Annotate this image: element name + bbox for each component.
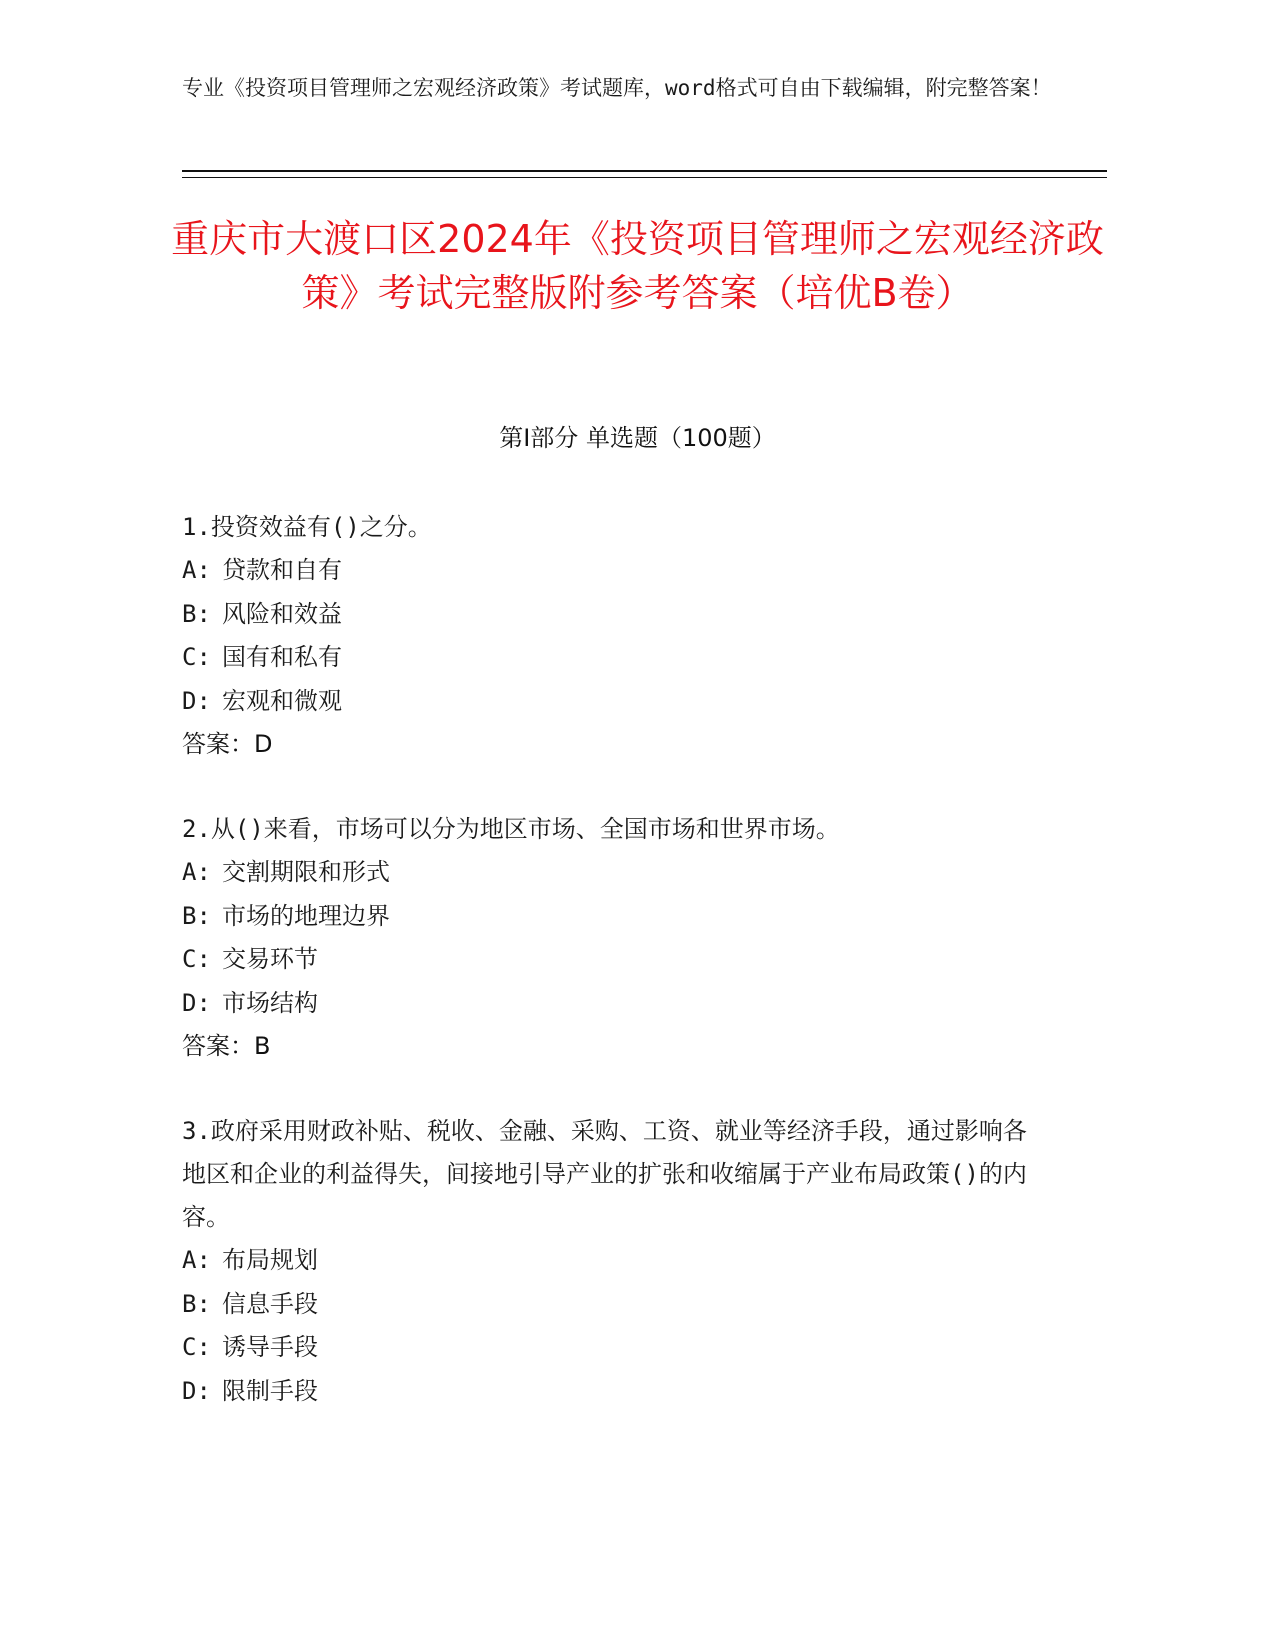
option-c [182,636,1042,680]
header-divider-thick [182,170,1107,172]
option-c [182,1326,1042,1370]
option-letter: C: [182,945,211,973]
question-stem: 1.投资效益有()之分。 [182,513,432,541]
option-d [182,680,1042,724]
header-note: 专业《投资项目管理师之宏观经济政策》考试题库，word格式可自由下载编辑，附完整答案！ [182,76,1052,100]
option-text: 国有和私有 [222,643,342,671]
option-letter: B: [182,901,211,930]
question-1 [182,506,1042,766]
option-d [182,982,1042,1026]
question-stem: 2.从()来看，市场可以分为地区市场、全国市场和世界市场。 [182,815,840,843]
option-c [182,938,1042,982]
option-b [182,1283,1042,1327]
option-text: 风险和效益 [222,599,342,628]
option-text: 市场结构 [222,988,318,1017]
option-letter: A: [182,1246,211,1274]
question-list [182,506,1042,1455]
option-b [182,593,1042,637]
option-letter: D: [182,988,211,1017]
option-text: 宏观和微观 [222,686,342,715]
option-a [182,1239,1042,1283]
question-3 [182,1110,1042,1413]
document-title: 重庆市大渡口区2024年《投资项目管理师之宏观经济政策》考试完整版附参考答案（培优B卷） [171,217,1104,315]
option-text: 布局规划 [222,1246,318,1274]
option-text: 信息手段 [222,1289,318,1318]
option-letter: D: [182,686,211,715]
option-letter: B: [182,1289,211,1318]
option-text: 限制手段 [222,1376,318,1405]
option-letter: A: [182,858,211,886]
answer-line: 答案：B [182,1032,271,1060]
option-text: 市场的地理边界 [222,901,390,930]
question-2 [182,808,1042,1068]
option-letter: C: [182,643,211,671]
section-title: 第Ⅰ部分 单选题（100题） [499,424,776,452]
option-letter: B: [182,599,211,628]
option-text: 贷款和自有 [222,556,342,584]
question-stem: 3.政府采用财政补贴、税收、金融、采购、工资、就业等经济手段，通过影响各地区和企业的利益得失，间接地引导产业的扩张和收缩属于产业布局政策()的内容。 [182,1117,1027,1231]
option-letter: D: [182,1376,211,1405]
option-text: 交割期限和形式 [222,858,390,886]
option-a [182,549,1042,593]
option-letter: A: [182,556,211,584]
option-a [182,851,1042,895]
header-divider-thin [182,177,1107,178]
option-letter: C: [182,1333,211,1361]
option-text: 诱导手段 [222,1333,318,1361]
option-d [182,1370,1042,1414]
option-b [182,895,1042,939]
option-text: 交易环节 [222,945,318,973]
answer-line: 答案：D [182,730,273,758]
